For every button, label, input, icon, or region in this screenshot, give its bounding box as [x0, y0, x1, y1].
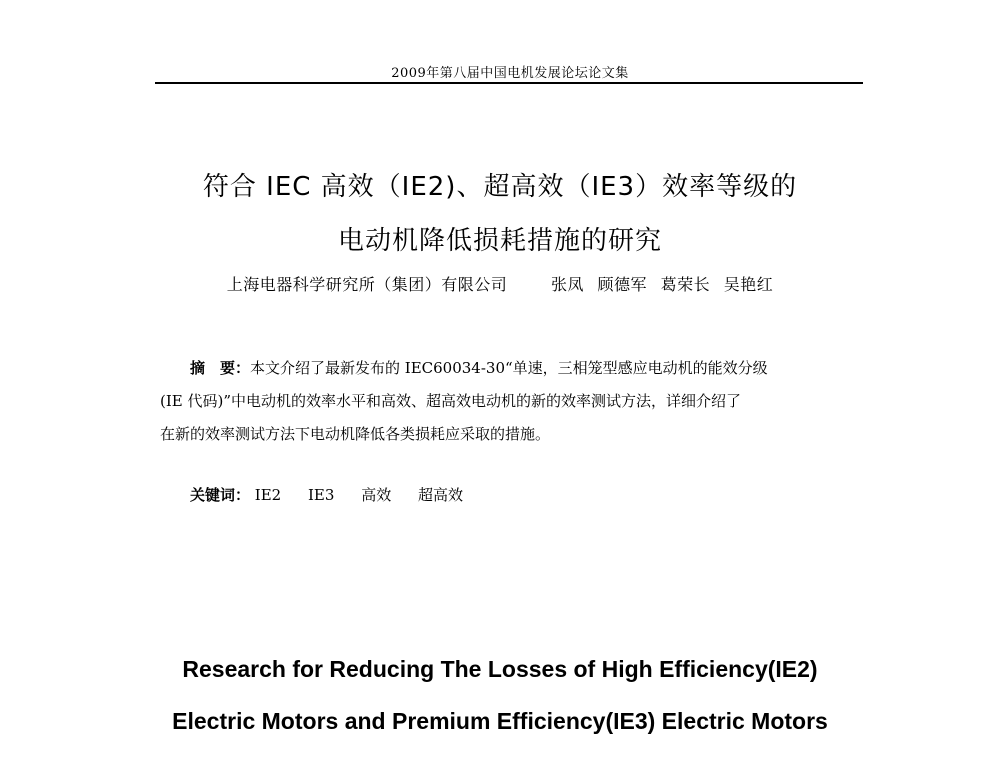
abstract-text-line-2: (IE 代码)”中电动机的效率水平和高效、超高效电动机的新的效率测试方法，详细介绍了	[160, 392, 742, 410]
affiliation: 上海电器科学研究所（集团）有限公司	[226, 275, 508, 294]
keyword: IE3	[308, 486, 335, 504]
keyword: 高效	[361, 486, 392, 504]
keywords	[190, 484, 485, 505]
english-title-line-2: Electric Motors and Premium Efficiency(IE3) Electric Motors	[172, 708, 828, 734]
keyword: IE2	[254, 486, 282, 504]
chinese-title-line-1: 符合 IEC 高效（IE2)、超高效（IE3）效率等级的	[202, 172, 798, 202]
author-name: 葛荣长	[660, 275, 711, 294]
keywords-label: 关键词：	[190, 486, 251, 504]
chinese-title-line-2: 电动机降低损耗措施的研究	[337, 226, 662, 256]
keyword: 超高效	[418, 486, 464, 504]
abstract-label: 摘 要：	[190, 359, 251, 377]
running-header: 2009年第八届中国电机发展论坛论文集	[391, 66, 629, 81]
author-name: 张凤	[550, 275, 584, 294]
author-name: 吴艳红	[723, 275, 774, 294]
abstract-text-line-3: 在新的效率测试方法下电动机降低各类损耗应采取的措施。	[160, 425, 551, 443]
author-name: 顾德军	[597, 275, 648, 294]
abstract	[160, 352, 860, 451]
english-title-line-1: Research for Reducing The Losses of High Efficiency(IE2)	[182, 656, 818, 682]
author-line	[0, 272, 1000, 295]
abstract-text-line-1: 本文介绍了最新发布的 IEC60034-30“单速，三相笼型感应电动机的能效分级	[250, 359, 768, 377]
header-rule	[155, 82, 863, 84]
